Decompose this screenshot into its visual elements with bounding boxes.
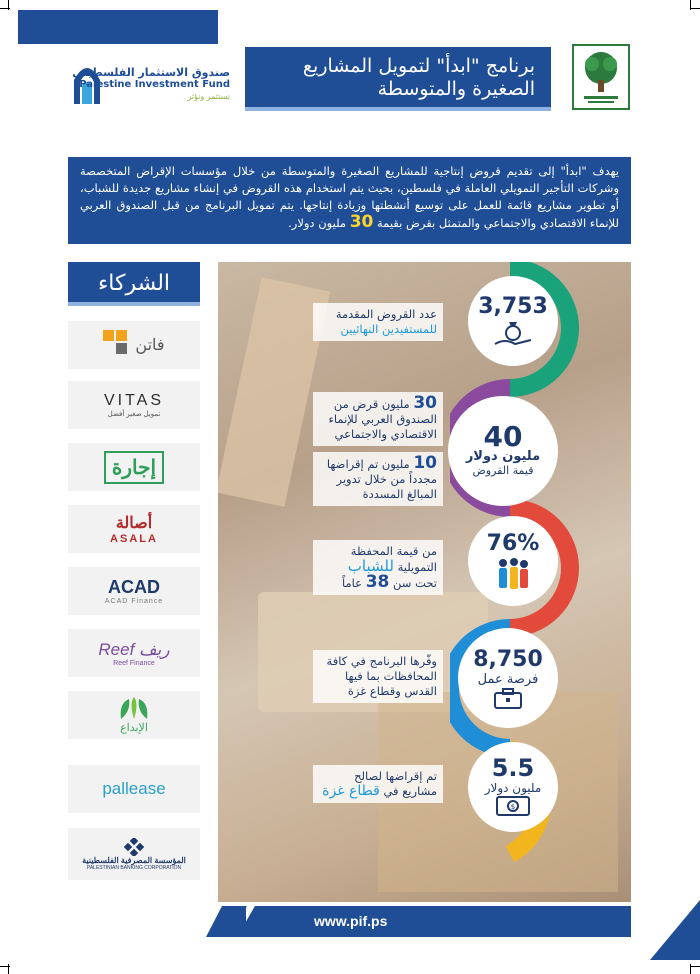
partner-name: VITAS <box>103 392 165 409</box>
stat-unit: مليون دولار <box>465 449 541 464</box>
partner-logo-ibdaa <box>68 691 200 739</box>
stat-circle-gaza <box>468 742 558 832</box>
partner-sub: ASALA <box>110 533 158 545</box>
stat-label-jobs <box>313 650 443 703</box>
partner-sub: Reef Finance <box>113 659 155 667</box>
pif-logo <box>70 58 230 108</box>
stat-value: 40 <box>483 420 523 453</box>
intro-amount: 30 <box>349 212 374 232</box>
stat-label-highlight: قطاع غزة <box>322 783 380 799</box>
youth-people-icon <box>493 557 533 591</box>
partner-name: فاتن <box>135 337 165 354</box>
partner-logo-vitas <box>68 381 200 429</box>
stat-unit: فرصة عمل <box>477 672 539 687</box>
stat-value: 3,753 <box>478 294 548 319</box>
stat-label-number: 38 <box>365 572 390 592</box>
stat-label-gaza <box>313 765 443 803</box>
partner-sub: تمويل صغير أفضل <box>107 411 161 418</box>
loan-breakdown-recycled <box>313 452 443 506</box>
svg-text:$: $ <box>510 803 516 811</box>
briefcase-icon <box>493 687 523 709</box>
crop-mark <box>690 966 700 967</box>
page-title <box>245 47 551 111</box>
leaf-icon <box>117 697 151 721</box>
stat-unit: مليون دولار <box>484 781 542 795</box>
stat-label-highlight: للشباب <box>347 557 394 575</box>
breakdown-number: 30 <box>413 393 437 413</box>
stat-circle-jobs <box>458 628 558 728</box>
tree-seal-logo <box>572 44 630 110</box>
partner-logo-asala <box>68 505 200 553</box>
top-accent-bar <box>18 10 218 44</box>
stat-value: 8,750 <box>473 647 543 672</box>
cash-bill-icon <box>493 795 533 819</box>
stat-label-youth-share <box>313 540 443 595</box>
partner-logo-faten <box>68 321 200 369</box>
intro-text-end: مليون دولار. <box>288 216 347 230</box>
stat-label-text: عدد القروض المقدمة <box>335 307 437 321</box>
stat-value: 76% <box>486 531 540 556</box>
crop-mark <box>0 966 10 967</box>
partner-name: إجارة <box>104 451 164 484</box>
partner-logo-pallease <box>68 765 200 813</box>
partners-title: الشركاء <box>68 262 200 306</box>
stat-label-loans-count <box>313 303 443 341</box>
stat-label-text: تم إقراضها لصالح مشاريع في <box>354 769 437 798</box>
stat-circle-youth-share <box>468 516 558 606</box>
website-link[interactable]: www.pif.ps <box>314 913 388 929</box>
partner-name: pallease <box>102 779 166 798</box>
partner-sub: ACAD Finance <box>104 598 164 605</box>
footer-bar <box>246 906 631 937</box>
intro-text: يهدف "ابدأ" إلى تقديم قروض إنتاجية للمشاريع الصغيرة والمتوسطة من خلال مؤسسات الإقراض المتخصصة وشركات التأجير التمويلي العاملة في فلسطين، بحيث يتم استخدام هذه القروض في إنشاء مشاريع جديدة للشباب، أو تطوير مشاريع قائمة للعمل على توسيع أنشطتها وزيادة إنتاجها. يتم تمويل البرنامج من قبل الصندوق العربي للإنماء الاقتصادي والاجتماعي والمتمثل بقرض بقيمة <box>80 164 619 230</box>
stat-label-text: من قيمة المحفظة التمويلية <box>350 544 437 574</box>
stat-circle-loans-count <box>468 276 558 366</box>
intro-paragraph <box>68 157 631 244</box>
crop-mark <box>690 8 700 9</box>
breakdown-text: مليون قرض من الصندوق العربي للإنماء الاقتصادي والاجتماعي <box>328 397 437 441</box>
stat-circle-loan-value <box>448 396 558 506</box>
partner-logo-ijara <box>68 443 200 491</box>
stat-label-highlight: للمستفيدين النهائيين <box>340 322 437 336</box>
stat-caption: قيمة القروض <box>472 464 534 477</box>
partner-name: الإبداع <box>120 721 148 734</box>
breakdown-text: مليون تم إقراضها مجدداً من خلال تدوير المبالغ المسددة <box>326 457 437 501</box>
pbc-knot-icon <box>124 838 144 856</box>
pif-name-ar: صندوق الاستثمار الفلسطيني <box>72 66 230 79</box>
partner-name: المؤسسة المصرفية الفلسطينية <box>82 855 186 865</box>
partner-logo-pbc <box>68 828 200 880</box>
partner-sub: PALESTINIAN BANKING CORPORATION <box>86 864 182 871</box>
breakdown-number: 10 <box>413 453 437 473</box>
title-line-1: برنامج "ابدأ" لتمويل المشاريع <box>302 55 535 77</box>
partner-name: Reef ريف <box>98 639 170 659</box>
partner-logo-acad <box>68 567 200 615</box>
faten-squares-icon <box>103 330 129 360</box>
loan-breakdown-arab-fund <box>313 392 443 446</box>
partner-name: أصالة <box>115 515 153 532</box>
pif-name-en: Palestine Investment Fund <box>79 79 230 90</box>
stat-label-text: وفّرها البرنامج في كافة المحافظات بما فيها القدس وقطاع غزة <box>326 654 437 698</box>
hand-money-bag-icon <box>493 320 533 348</box>
corner-accent <box>650 900 700 960</box>
pif-name <box>72 66 230 101</box>
stat-value: 5.5 <box>491 754 535 782</box>
stat-label-text: تحت سن <box>393 576 437 590</box>
crop-mark <box>0 8 10 9</box>
partner-name: ACAD <box>108 577 160 597</box>
partner-logo-reef <box>68 629 200 677</box>
tree-icon <box>574 46 628 108</box>
stat-label-text: عاماً <box>342 576 363 590</box>
title-line-2: الصغيرة والمتوسطة <box>377 78 535 100</box>
pif-tagline: نستثمر ونؤثر <box>187 92 230 101</box>
